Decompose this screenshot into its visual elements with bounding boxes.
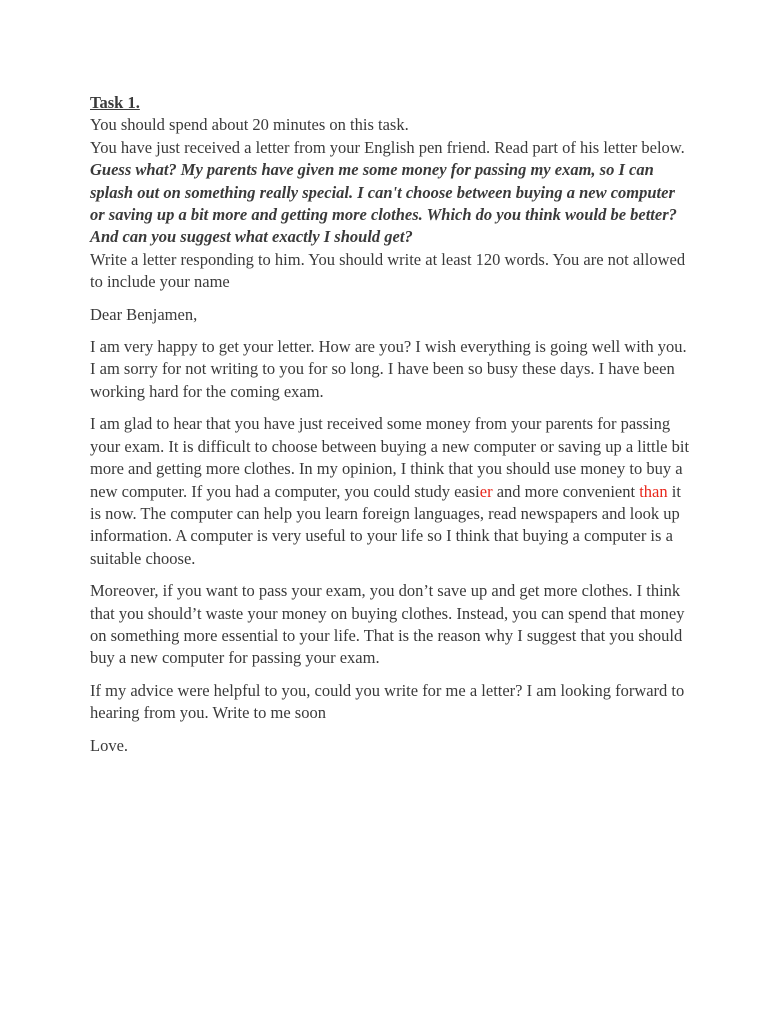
letter-paragraph-4: If my advice were helpful to you, could you write for me a letter? I am looking forward to hearing from you. Write to me soon <box>90 680 685 723</box>
paragraph-2-part-1: I am glad to hear that you have just received some money from your parents for passing your exam. It is difficult to choose between buying a new computer or saving up a little bit more and getting more clothes. In my opinion, I think that you should use money to buy a new computer. If you had a computer, you could study easi <box>90 414 690 501</box>
letter-paragraph-2 <box>90 413 690 570</box>
paragraph-2-part-3: it is now. The computer can help you learn foreign languages, read newspapers and look up information. A computer is very useful to your life so I think that buying a computer is a suitable choose. <box>90 481 681 568</box>
time-instruction: You should spend about 20 minutes on this task. <box>90 115 409 135</box>
document-content <box>90 92 690 767</box>
pen-friend-prompt: Guess what? My parents have given me some money for passing my exam, so I can splash out on something really special. I can't choose between buying a new computer or saving up a bit more and getting more clothes. Which do you think would be better? And can you suggest what exactly I should get? <box>90 160 677 247</box>
paragraph-2-part-2: and more convenient <box>492 481 640 501</box>
correction-highlight-than: than <box>639 481 668 501</box>
letter-section <box>90 304 690 757</box>
letter-paragraph-3: Moreover, if you want to pass your exam, you don’t save up and get more clothes. I think that you should’t waste your money on buying clothes. Instead, you can spend that money on something more essential to your life. That is the reason why I suggest that you should buy a new computer for passing your exam. <box>90 581 685 668</box>
letter-paragraph-1: I am very happy to get your letter. How are you? I wish everything is going well with you. I am sorry for not writing to you for so long. I have been so busy these days. I have been working hard for the coming exam. <box>90 337 687 401</box>
letter-closing: Love. <box>90 735 129 755</box>
task-title: Task 1. <box>90 93 140 112</box>
task-instruction: Write a letter responding to him. You should write at least 120 words. You are not allowed to include your name <box>90 249 686 292</box>
correction-highlight-er: er <box>479 481 493 501</box>
letter-greeting: Dear Benjamen, <box>90 304 198 324</box>
task-section <box>90 92 690 294</box>
task-intro: You have just received a letter from your English pen friend. Read part of his letter below. <box>90 137 685 157</box>
